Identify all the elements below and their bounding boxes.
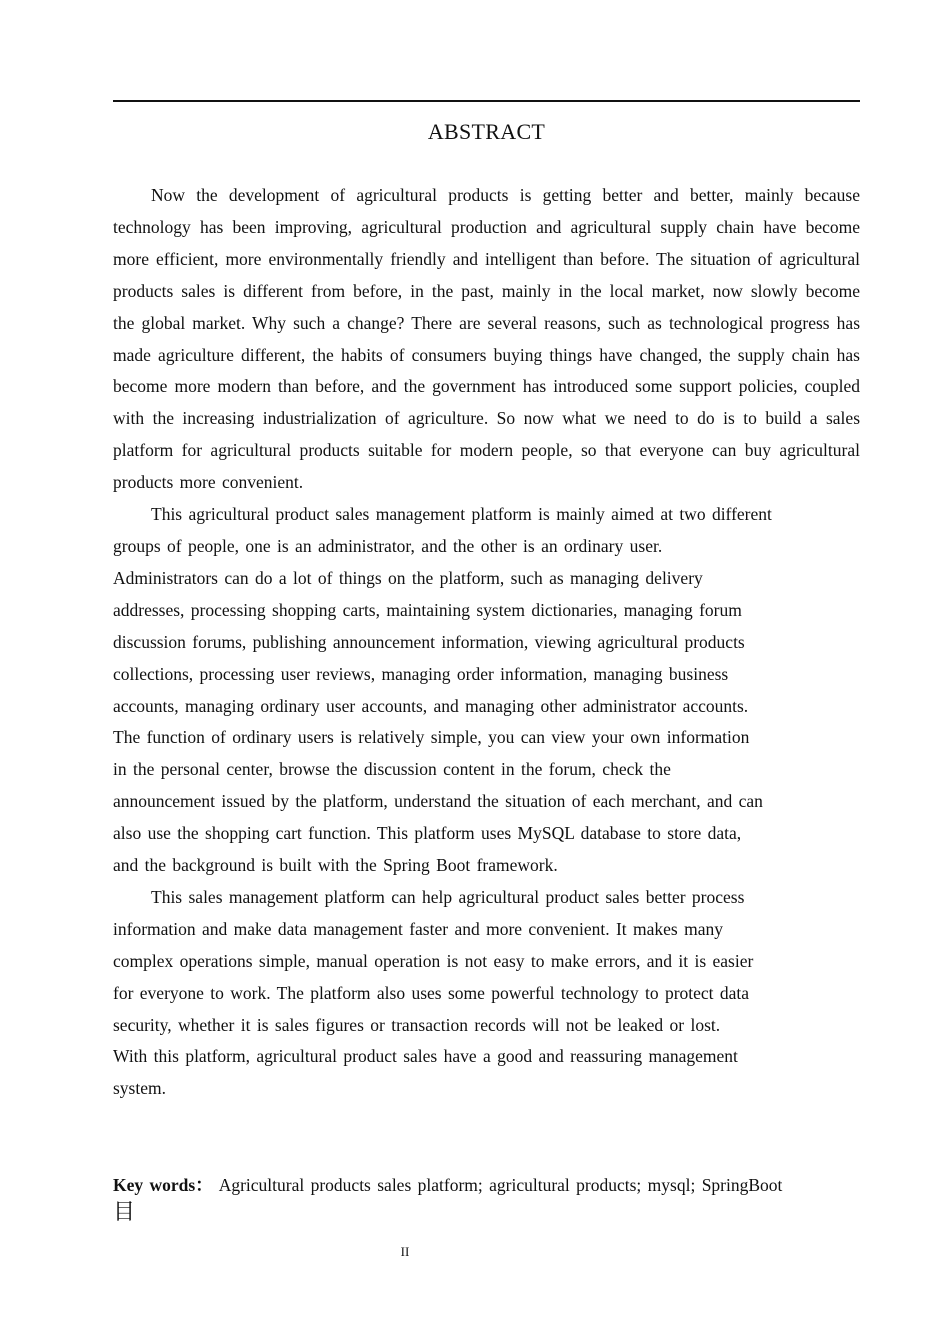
abstract-body <box>113 180 860 1105</box>
paragraph-2-line: also use the shopping cart function. This platform uses MySQL database to store data, <box>113 823 742 844</box>
paragraph-2-line: discussion forums, publishing announcement information, viewing agricultural products <box>113 631 745 652</box>
keywords-line <box>113 1170 873 1201</box>
paragraph-3-line: for everyone to work. The platform also uses some powerful technology to protect data <box>113 982 750 1003</box>
paragraph-3-line: information and make data management faster and more convenient. It makes many <box>113 918 723 939</box>
cjk-fragment: 目 <box>113 1200 136 1225</box>
abstract-paragraph-1: Now the development of agricultural products is getting better and better, mainly because technology has been improving, agricultural production and agricultural supply chain have become more efficient, more environmentally friendly and intelligent than before. The situation of agricultural products sales is different from before, in the past, mainly in the local market, now slowly become the global market. Why such a change? There are several reasons, such as technological progress has made agriculture different, the habits of consumers buying things have changed, the supply chain has become more modern than before, and the government has introduced some support policies, coupled with the increasing industrialization of agriculture. So now what we need to do is to build a sales platform for agricultural products suitable for modern people, so that everyone can buy agricultural products more convenient. <box>113 185 860 493</box>
paragraph-2-line: in the personal center, browse the discussion content in the forum, check the <box>113 759 671 780</box>
paragraph-3-line: complex operations simple, manual operation is not easy to make errors, and it is easier <box>113 950 754 971</box>
paragraph-2-line: collections, processing user reviews, managing order information, managing business <box>113 663 729 684</box>
abstract-paragraph-3 <box>113 882 860 1105</box>
abstract-title: ABSTRACT <box>427 119 546 144</box>
abstract-paragraph-2 <box>113 499 860 882</box>
paragraph-2-line: Administrators can do a lot of things on the platform, such as managing delivery <box>113 567 703 588</box>
header-rule <box>113 100 860 102</box>
paragraph-3-line: system. <box>113 1078 166 1099</box>
paragraph-3-line: security, whether it is sales figures or transaction records will not be leaked or lost. <box>113 1014 721 1035</box>
paragraph-2-line: The function of ordinary users is relatively simple, you can view your own information <box>113 727 750 748</box>
paragraph-2-line: announcement issued by the platform, understand the situation of each merchant, and can <box>113 791 763 812</box>
paragraph-2-line: accounts, managing ordinary user accounts, and managing other administrator accounts. <box>113 695 749 716</box>
keywords-value: Agricultural products sales platform; agricultural products; mysql; SpringBoot <box>218 1175 783 1195</box>
paragraph-3-line: This sales management platform can help agricultural product sales better process <box>151 886 745 907</box>
keywords-label: Key words <box>113 1175 196 1195</box>
paragraph-2-line: and the background is built with the Spring Boot framework. <box>113 855 558 876</box>
paragraph-2-line: This agricultural product sales management platform is mainly aimed at two different <box>151 504 772 525</box>
keywords-separator: ： <box>195 1175 213 1195</box>
paragraph-3-line: With this platform, agricultural product sales have a good and reassuring management <box>113 1046 738 1067</box>
paragraph-2-line: groups of people, one is an administrator, and the other is an ordinary user. <box>113 535 663 556</box>
page-number: II <box>400 1244 410 1259</box>
paragraph-2-line: addresses, processing shopping carts, maintaining system dictionaries, managing forum <box>113 599 742 620</box>
